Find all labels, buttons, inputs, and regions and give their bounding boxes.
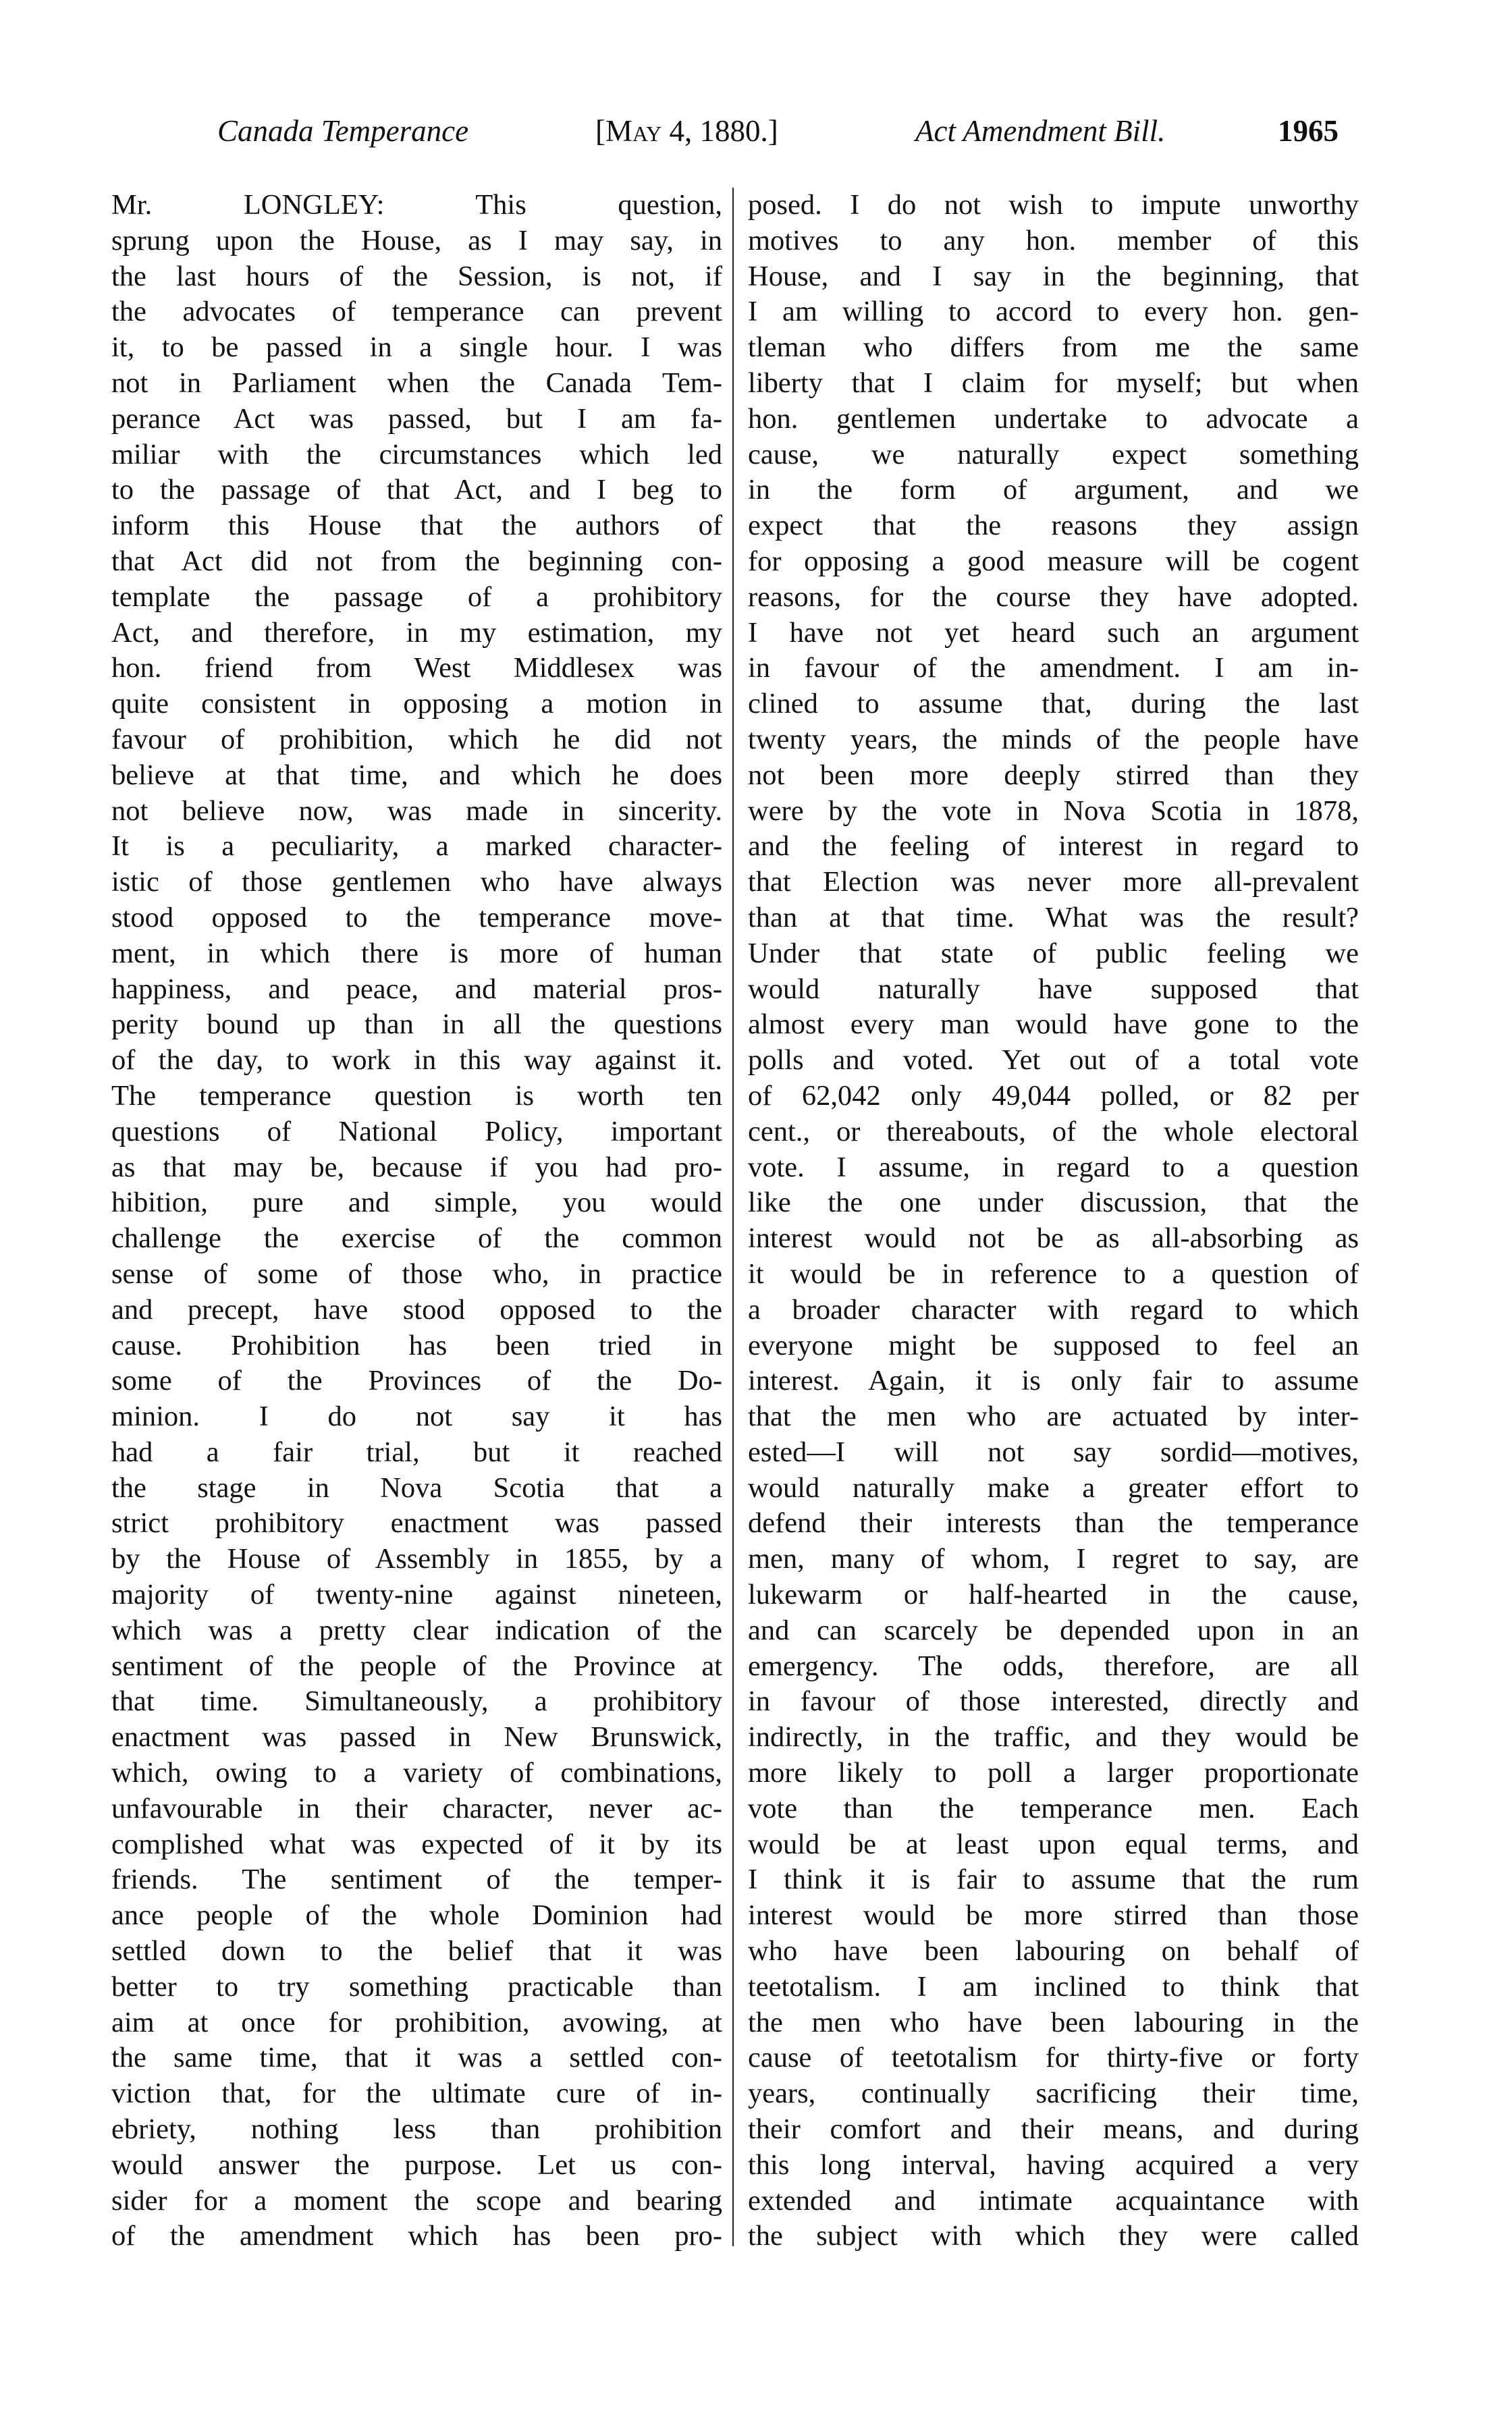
text-line: ment, in which there is more of human — [111, 937, 722, 969]
text-line: expect that the reasons they assign — [748, 510, 1359, 542]
text-line: perity bound up than in all the questions — [111, 1008, 722, 1041]
text-line: indirectly, in the traffic, and they would be — [748, 1721, 1359, 1754]
text-line: almost every man would have gone to the — [748, 1008, 1359, 1041]
text-line: ebriety, nothing less than prohibition — [111, 2113, 722, 2146]
text-line: ested—I will not say sordid—motives, — [748, 1436, 1359, 1468]
text-line: complished what was expected of it by its — [111, 1828, 722, 1860]
text-line: The temperance question is worth ten — [111, 1079, 722, 1112]
text-line: Mr. LONGLEY: This question, — [111, 189, 722, 221]
text-line: perance Act was passed, but I am fa- — [111, 402, 722, 435]
text-line: to the passage of that Act, and I beg to — [111, 474, 722, 506]
text-line: the advocates of temperance can prevent — [111, 296, 722, 328]
text-line: minion. I do not say it has — [111, 1401, 722, 1433]
header-date — [595, 113, 778, 148]
page-number: 1965 — [1278, 114, 1339, 148]
text-line: years, continually sacrificing their time, — [748, 2078, 1359, 2110]
header-month: May — [605, 114, 662, 148]
text-line: interest would be more stirred than those — [748, 1899, 1359, 1932]
text-line: extended and intimate acquaintance with — [748, 2184, 1359, 2217]
left-column — [111, 188, 722, 2254]
text-line: of the day, to work in this way against it. — [111, 1044, 722, 1077]
text-line: not been more deeply stirred than they — [748, 759, 1359, 791]
text-line: not in Parliament when the Canada Tem- — [111, 367, 722, 399]
text-line: sider for a moment the scope and bearing — [111, 2184, 722, 2217]
text-line: some of the Provinces of the Do- — [111, 1365, 722, 1397]
text-line: stood opposed to the temperance move- — [111, 901, 722, 933]
header-left-title: Canada Temperance — [217, 114, 469, 148]
text-line: the stage in Nova Scotia that a — [111, 1471, 722, 1504]
text-line: sentiment of the people of the Province at — [111, 1650, 722, 1682]
text-line: I think it is fair to assume that the rum — [748, 1864, 1359, 1896]
text-line: the same time, that it was a settled con- — [111, 2042, 722, 2074]
header-bracket-open: [ — [595, 114, 605, 148]
text-line: inform this House that the authors of — [111, 510, 722, 542]
text-line: not believe now, was made in sincerity. — [111, 794, 722, 827]
text-line: than at that time. What was the result? — [748, 901, 1359, 933]
text-line: hibition, pure and simple, you would — [111, 1187, 722, 1219]
text-line: as that may be, because if you had pro- — [111, 1151, 722, 1183]
text-line: which was a pretty clear indication of the — [111, 1614, 722, 1646]
text-line: hon. friend from West Middlesex was — [111, 652, 722, 684]
text-line: and precept, have stood opposed to the — [111, 1293, 722, 1326]
text-line: for opposing a good measure will be cogent — [748, 545, 1359, 577]
text-line: hon. gentlemen undertake to advocate a — [748, 402, 1359, 435]
text-line: everyone might be supposed to feel an — [748, 1329, 1359, 1361]
text-line: questions of National Policy, important — [111, 1115, 722, 1147]
text-line: would answer the purpose. Let us con- — [111, 2148, 722, 2181]
text-line: istic of those gentlemen who have always — [111, 866, 722, 898]
right-column — [748, 188, 1359, 2254]
text-line: polls and voted. Yet out of a total vote — [748, 1044, 1359, 1077]
text-line: sense of some of those who, in practice — [111, 1257, 722, 1290]
text-line: cent., or thereabouts, of the whole electoral — [748, 1115, 1359, 1147]
text-line: I have not yet heard such an argument — [748, 616, 1359, 649]
text-line: sprung upon the House, as I may say, in — [111, 224, 722, 256]
text-line: template the passage of a prohibitory — [111, 580, 722, 613]
text-line: it, to be passed in a single hour. I was — [111, 331, 722, 364]
text-line: challenge the exercise of the common — [111, 1222, 722, 1255]
text-line: friends. The sentiment of the temper- — [111, 1864, 722, 1896]
text-line: It is a peculiarity, a marked character- — [111, 830, 722, 863]
text-line: it would be in reference to a question of — [748, 1257, 1359, 1290]
text-line: unfavourable in their character, never ac- — [111, 1792, 722, 1824]
text-line: a broader character with regard to which — [748, 1293, 1359, 1326]
text-line: like the one under discussion, that the — [748, 1187, 1359, 1219]
text-line: were by the vote in Nova Scotia in 1878, — [748, 794, 1359, 827]
text-line: would naturally have supposed that — [748, 973, 1359, 1005]
text-line: defend their interests than the temperance — [748, 1507, 1359, 1540]
header-day-year: 4, 1880.] — [662, 114, 778, 148]
text-line: would naturally make a greater effort to — [748, 1471, 1359, 1504]
text-line: that the men who are actuated by inter- — [748, 1401, 1359, 1433]
text-line: of the amendment which has been pro- — [111, 2220, 722, 2252]
header-right-title: Act Amendment Bill. — [915, 114, 1166, 148]
text-line: vote. I assume, in regard to a question — [748, 1151, 1359, 1183]
text-line: in favour of those interested, directly and — [748, 1685, 1359, 1718]
column-divider — [732, 188, 734, 2246]
text-line: of 62,042 only 49,044 polled, or 82 per — [748, 1079, 1359, 1112]
text-line: men, many of whom, I regret to say, are — [748, 1543, 1359, 1575]
text-line: the men who have been labouring in the — [748, 2006, 1359, 2038]
text-line: liberty that I claim for myself; but when — [748, 367, 1359, 399]
text-line: the last hours of the Session, is not, if — [111, 260, 722, 292]
text-line: Act, and therefore, in my estimation, my — [111, 616, 722, 649]
text-line: that Election was never more all-prevalent — [748, 866, 1359, 898]
text-line: would be at least upon equal terms, and — [748, 1828, 1359, 1860]
text-line: in favour of the amendment. I am in- — [748, 652, 1359, 684]
text-line: House, and I say in the beginning, that — [748, 260, 1359, 292]
text-line: vote than the temperance men. Each — [748, 1792, 1359, 1824]
text-line: cause, we naturally expect something — [748, 438, 1359, 470]
text-line: I am willing to accord to every hon. gen- — [748, 296, 1359, 328]
text-line: quite consistent in opposing a motion in — [111, 688, 722, 720]
text-line: who have been labouring on behalf of — [748, 1935, 1359, 1968]
text-line: miliar with the circumstances which led — [111, 438, 722, 470]
text-line: aim at once for prohibition, avowing, at — [111, 2006, 722, 2038]
text-line: cause of teetotalism for thirty-five or forty — [748, 2042, 1359, 2074]
text-line: twenty years, the minds of the people have — [748, 723, 1359, 755]
text-line: reasons, for the course they have adopted. — [748, 580, 1359, 613]
text-line: that Act did not from the beginning con- — [111, 545, 722, 577]
text-line: by the House of Assembly in 1855, by a — [111, 1543, 722, 1575]
text-line: viction that, for the ultimate cure of in- — [111, 2078, 722, 2110]
text-line: posed. I do not wish to impute unworthy — [748, 189, 1359, 221]
text-line: better to try something practicable than — [111, 1970, 722, 2003]
text-line: believe at that time, and which he does — [111, 759, 722, 791]
text-line: happiness, and peace, and material pros- — [111, 973, 722, 1005]
text-line: emergency. The odds, therefore, are all — [748, 1650, 1359, 1682]
text-line: cause. Prohibition has been tried in — [111, 1329, 722, 1361]
text-line: ance people of the whole Dominion had — [111, 1899, 722, 1932]
text-line: clined to assume that, during the last — [748, 688, 1359, 720]
text-line: their comfort and their means, and during — [748, 2113, 1359, 2146]
text-line: strict prohibitory enactment was passed — [111, 1507, 722, 1540]
text-line: interest. Again, it is only fair to assume — [748, 1365, 1359, 1397]
text-line: this long interval, having acquired a very — [748, 2148, 1359, 2181]
text-line: settled down to the belief that it was — [111, 1935, 722, 1968]
text-line: majority of twenty-nine against nineteen, — [111, 1579, 722, 1611]
text-line: teetotalism. I am inclined to think that — [748, 1970, 1359, 2003]
text-line: and can scarcely be depended upon in an — [748, 1614, 1359, 1646]
text-line: that time. Simultaneously, a prohibitory — [111, 1685, 722, 1718]
text-line: lukewarm or half-hearted in the cause, — [748, 1579, 1359, 1611]
text-line: motives to any hon. member of this — [748, 224, 1359, 256]
text-line: the subject with which they were called — [748, 2220, 1359, 2252]
text-line: Under that state of public feeling we — [748, 937, 1359, 969]
text-line: favour of prohibition, which he did not — [111, 723, 722, 755]
text-line: had a fair trial, but it reached — [111, 1436, 722, 1468]
text-line: in the form of argument, and we — [748, 474, 1359, 506]
text-line: and the feeling of interest in regard to — [748, 830, 1359, 863]
text-line: enactment was passed in New Brunswick, — [111, 1721, 722, 1754]
text-line: more likely to poll a larger proportionate — [748, 1757, 1359, 1789]
running-header — [0, 113, 1512, 167]
text-line: interest would not be as all-absorbing as — [748, 1222, 1359, 1255]
text-line: which, owing to a variety of combinations, — [111, 1757, 722, 1789]
text-line: tleman who differs from me the same — [748, 331, 1359, 364]
